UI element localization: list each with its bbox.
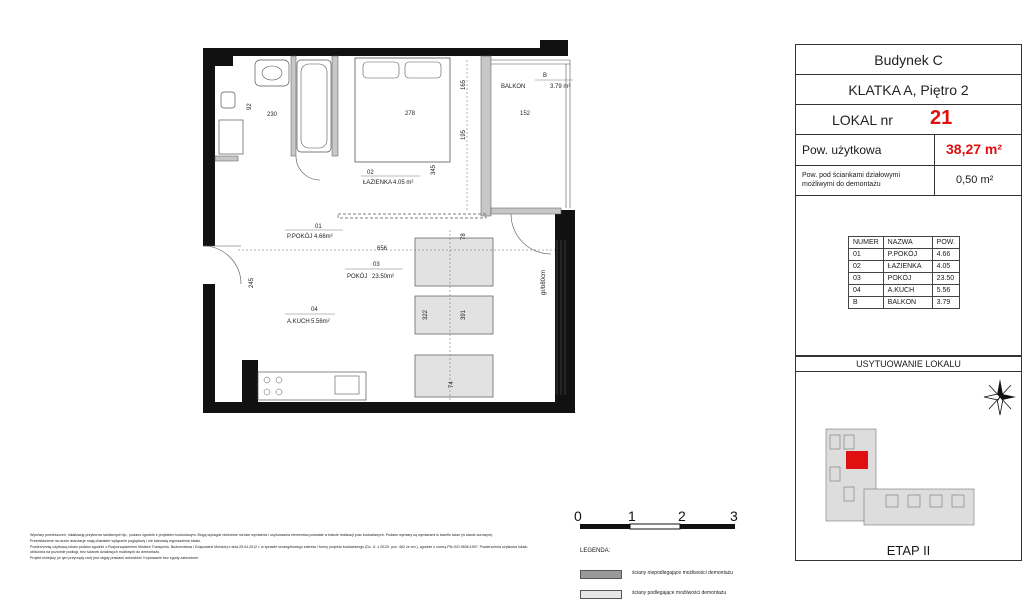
staircase-row	[796, 75, 1021, 105]
cabinet-icon	[219, 120, 243, 154]
room-label-01-name: P.POKÓJ	[287, 234, 313, 240]
dim-165: 165	[461, 79, 467, 90]
unit-label: LOKAL nr	[832, 112, 893, 128]
wall-exterior	[203, 48, 215, 246]
legend-title: LEGENDA:	[580, 548, 611, 554]
scale-label-2: 2	[678, 508, 686, 524]
legend-swatch-removable	[580, 590, 622, 599]
door-balcony	[511, 214, 551, 254]
floor-plan-drawing	[195, 40, 585, 420]
location-panel	[795, 356, 1022, 561]
wall-partition	[481, 56, 491, 216]
room-label-02-num: 02	[367, 170, 374, 176]
room-label-03-name: POKÓJ	[347, 274, 368, 280]
table-cell: BALKON	[883, 297, 932, 309]
sofa-icon	[415, 238, 493, 286]
table-cell: 02	[849, 261, 884, 273]
room-label-01-area: 4.66m²	[314, 234, 333, 240]
partition-area-row	[796, 166, 1021, 196]
partition-area-label: Pow. pod ściankami działowymi możliwymi do demontażu	[802, 172, 901, 188]
table-cell: 03	[849, 273, 884, 285]
dim-391: 391	[461, 309, 467, 320]
table-cell: POKÓJ	[883, 273, 932, 285]
room-label-b-name: BALKON	[501, 84, 526, 90]
table-header-numer: NUMER	[849, 237, 884, 249]
wall-exterior	[233, 48, 568, 56]
dim-152: 152	[520, 111, 531, 117]
usable-area-row	[796, 135, 1021, 166]
table-row	[849, 261, 960, 273]
room-label-04-area: 5.56m²	[311, 319, 330, 325]
table-cell: ŁAZIENKA	[883, 261, 932, 273]
table-row	[849, 297, 960, 309]
unit-info-panel	[795, 44, 1022, 196]
dim-balcony-width: gr/b80cm	[541, 269, 547, 295]
footnote: Powierzchnię użytkową lokalu podano zgodnie z Rozporządzeniem Ministra Transportu, Budownictwa i Gospodarki Morskiej z dnia 25.04.2012 r. w sprawie szczegółowego zakresu i formy projektu budowlanego (Dz. U. z 2012r. poz. 462 ze zm.), zgodnie z normą PN-ISO 9836:1997. Powierzchnia użytkowa lokalu obliczona na poziomie podłogi, bez ścianek działowych możliwych do demontażu.	[30, 545, 528, 554]
scale-bar	[570, 505, 750, 535]
wall-partition	[291, 56, 296, 156]
scale-label-1: 1	[628, 508, 636, 524]
kitchen-sink-icon	[335, 376, 359, 394]
unit-number-row	[796, 105, 1021, 135]
room-label-01-num: 01	[315, 224, 322, 230]
stage-label: ETAP II	[886, 543, 931, 558]
usable-area-value: 38,27 m²	[946, 141, 1003, 157]
room-label-02-name: ŁAZIENKA	[363, 180, 393, 186]
legend-text-removable: ściany podlegające możliwości demontażu	[632, 590, 727, 596]
rooms-table	[848, 236, 960, 309]
unit-number: 21	[930, 107, 953, 129]
dim-92: 92	[247, 103, 253, 110]
wall-exterior	[203, 402, 575, 413]
wall-partition	[332, 56, 338, 156]
footnote: Przedstawione na rzucie aranżacje mają charakter wyłącznie poglądowy i nie stanowią wyposażenia lokalu.	[30, 539, 202, 543]
table-row	[849, 285, 960, 297]
table-cell: 4.05	[932, 261, 959, 273]
dim-230: 230	[267, 112, 278, 118]
dim-245: 245	[249, 277, 255, 288]
room-label-04-name: A.KUCH	[287, 319, 310, 325]
footnote: Projekt niniejszy (w tym przyrządy rzut) jest objęty prawami autorskimi. Kopiowanie bez zgody zabronione.	[30, 556, 200, 560]
table-header-pow: POW.	[932, 237, 959, 249]
legend-swatch-fixed	[580, 570, 622, 579]
table-cell: 4.66	[932, 249, 959, 261]
wall-exterior	[540, 40, 568, 56]
sink-icon	[255, 60, 289, 86]
dim-656: 656	[377, 246, 388, 252]
floor-plan	[195, 40, 585, 425]
site-plan-map	[816, 427, 976, 537]
wall-exterior	[242, 360, 258, 402]
stove-icon	[264, 377, 270, 383]
table-cell: 5.56	[932, 285, 959, 297]
bathtub-icon	[297, 60, 331, 152]
compass-icon	[982, 377, 1018, 417]
dim-74: 74	[449, 381, 455, 388]
scale-label-3: 3	[730, 508, 738, 524]
door-entrance	[203, 246, 241, 284]
table-row	[849, 273, 960, 285]
door-bathroom	[296, 156, 320, 180]
staircase-floor: KLATKA A, Piętro 2	[848, 82, 969, 98]
table-cell: 23.50	[932, 273, 959, 285]
room-label-02-area: 4.05 m²	[393, 180, 414, 186]
table-cell: A.KUCH	[883, 285, 932, 297]
dim-322: 322	[423, 309, 429, 320]
table-row	[849, 249, 960, 261]
room-label-03-area: 23.50m²	[372, 274, 395, 280]
table-cell: B	[849, 297, 884, 309]
table-cell: 04	[849, 285, 884, 297]
table-cell: P.POKÓJ	[883, 249, 932, 261]
wall-exterior	[203, 284, 215, 413]
usable-area-label: Pow. użytkowa	[802, 143, 882, 157]
unit-location-marker	[846, 451, 868, 469]
legend-text-fixed: ściany niepodlegające możliwości demontażu	[632, 570, 733, 576]
table-header-row	[849, 237, 960, 249]
scale-label-0: 0	[574, 508, 582, 524]
room-label-b-area: 3.79 m²	[550, 84, 571, 90]
window-balcony	[491, 60, 570, 208]
toilet-icon	[221, 92, 235, 108]
building-row	[796, 45, 1021, 75]
dim-78: 78	[461, 233, 467, 240]
bed-icon	[355, 58, 450, 162]
room-label-03-num: 03	[373, 262, 380, 268]
wall-partition	[215, 156, 238, 161]
building-name: Budynek C	[874, 52, 943, 68]
wall-removable	[338, 214, 486, 218]
room-label-04-num: 04	[311, 307, 318, 313]
dim-345: 345	[431, 164, 437, 175]
footnote: Wymiary pomieszczeń, lokalizację przyborów sanitarnych itp., podano zgodnie z projektem budowlanym. Mogą wystąpić nieistotne różnice wymiarów i usytuowania elementów powstałe w trakcie realizacji prac budowlanych. Podane wymiary są wymiarami w świetle ścian (w stanie surowym).	[30, 533, 494, 537]
room-label-b-num: B	[543, 73, 548, 79]
partition-area-value: 0,50 m²	[956, 174, 994, 186]
dim-278: 278	[405, 111, 416, 117]
dim-195: 195	[461, 129, 467, 140]
table-cell: 3.79	[932, 297, 959, 309]
location-title: USYTUOWANIE LOKALU	[796, 357, 1021, 372]
footnotes	[30, 533, 530, 562]
wall-partition	[491, 208, 561, 214]
table-cell: 01	[849, 249, 884, 261]
table-header-nazwa: NAZWA	[883, 237, 932, 249]
tv-unit-icon	[415, 355, 493, 397]
